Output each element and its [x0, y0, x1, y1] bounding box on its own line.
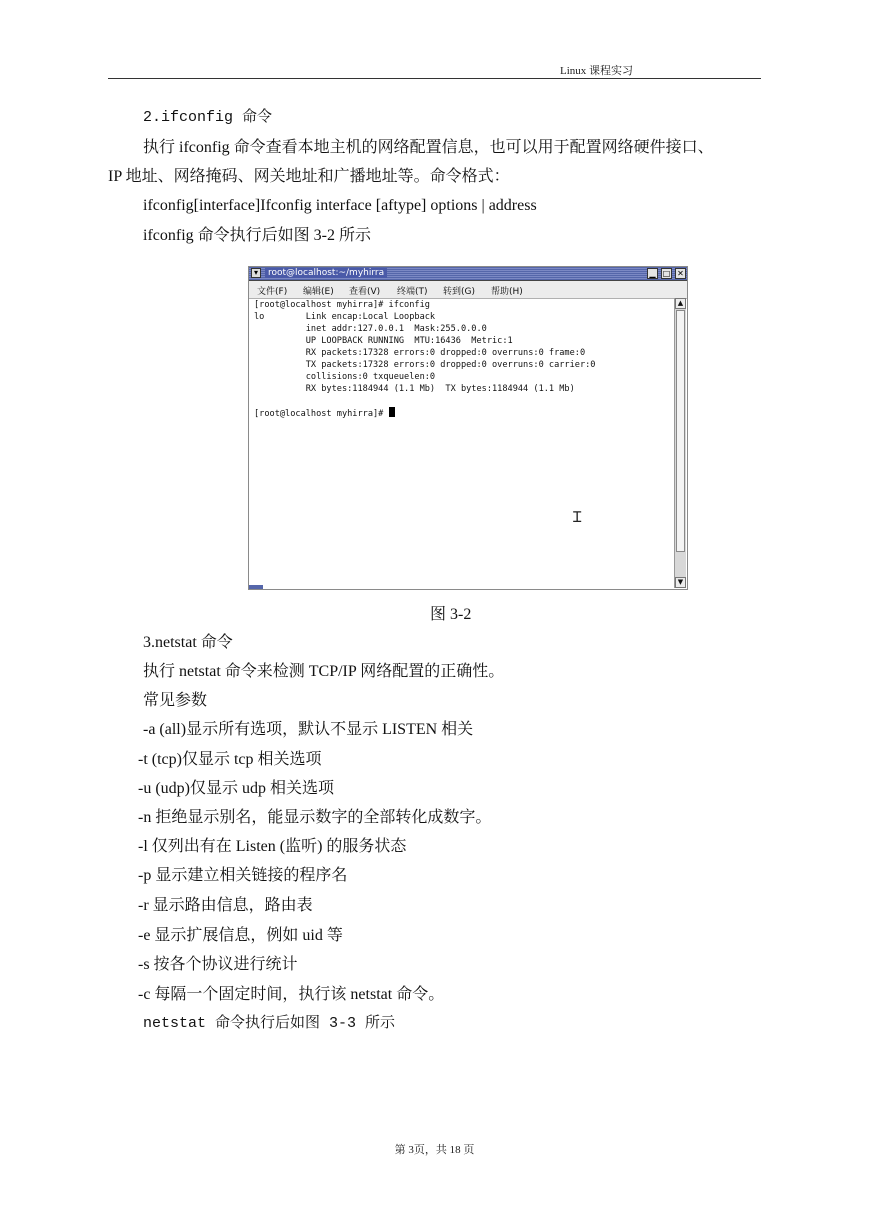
- params-title: 常见参数: [143, 692, 208, 709]
- param-item: -l 仅列出有在 Listen (监听) 的服务状态: [138, 838, 407, 855]
- page-footer: 第 3页，共 18 页: [394, 1144, 475, 1156]
- ifconfig-syntax: ifconfig[interface]Ifconfig interface [aftype] options | address: [143, 197, 537, 214]
- terminal-line: [root@localhost myhirra]# ifconfig: [254, 300, 430, 310]
- close-icon[interactable]: ✕: [675, 268, 686, 279]
- figure-caption: 图 3-2: [430, 606, 472, 623]
- terminal-window: [248, 266, 688, 590]
- ifconfig-desc-line1: 执行 ifconfig 命令查看本地主机的网络配置信息，也可以用于配置网络硬件接口、: [143, 139, 714, 156]
- param-item: -t (tcp)仅显示 tcp 相关选项: [138, 751, 322, 768]
- param-item: -n 拒绝显示别名，能显示数字的全部转化成数字。: [138, 809, 492, 826]
- text-cursor: [389, 407, 395, 417]
- terminal-title: root@localhost:~/myhirra: [265, 268, 387, 278]
- param-item: -a (all)显示所有选项，默认不显示 LISTEN 相关: [143, 721, 474, 738]
- ibeam-cursor-icon: Ɪ: [573, 508, 582, 526]
- terminal-menubar: [249, 281, 687, 299]
- terminal-line: TX packets:17328 errors:0 dropped:0 overruns:0 carrier:0: [254, 360, 596, 370]
- netstat-figure-ref: netstat 命令执行后如图 3-3 所示: [143, 1015, 396, 1032]
- terminal-line: [254, 395, 595, 407]
- param-item: -u (udp)仅显示 udp 相关选项: [138, 780, 334, 797]
- window-menu-icon[interactable]: ▾: [251, 268, 261, 278]
- netstat-desc: 执行 netstat 命令来检测 TCP/IP 网络配置的正确性。: [143, 663, 505, 680]
- param-item: -c 每隔一个固定时间，执行该 netstat 命令。: [138, 986, 445, 1003]
- scroll-down-icon[interactable]: ▼: [675, 577, 686, 588]
- scrollbar-thumb[interactable]: [676, 310, 685, 552]
- menu-file[interactable]: 文件(F): [257, 287, 288, 297]
- terminal-prompt-line: [254, 407, 595, 420]
- ifconfig-figure-ref: ifconfig 命令执行后如图 3-2 所示: [143, 227, 371, 244]
- menu-view[interactable]: 查看(V): [349, 287, 381, 297]
- ifconfig-heading: 2.ifconfig 命令: [143, 109, 273, 126]
- terminal-line: inet addr:127.0.0.1 Mask:255.0.0.0: [254, 324, 487, 334]
- terminal-line: lo Link encap:Local Loopback: [254, 312, 436, 322]
- terminal-titlebar[interactable]: [249, 267, 687, 281]
- window-corner: [249, 585, 263, 589]
- menu-help[interactable]: 帮助(H): [491, 287, 523, 297]
- param-item: -r 显示路由信息，路由表: [138, 897, 313, 914]
- terminal-output[interactable]: [254, 299, 595, 420]
- terminal-line: RX bytes:1184944 (1.1 Mb) TX bytes:1184944 (1.1 Mb): [254, 384, 575, 394]
- scroll-up-icon[interactable]: ▲: [675, 298, 686, 309]
- terminal-line: collisions:0 txqueuelen:0: [254, 372, 436, 382]
- param-item: -s 按各个协议进行统计: [138, 956, 298, 973]
- terminal-prompt: [root@localhost myhirra]#: [254, 409, 389, 419]
- terminal-scrollbar[interactable]: [674, 298, 686, 588]
- netstat-heading: 3.netstat 命令: [143, 634, 233, 651]
- menu-goto[interactable]: 转到(G): [443, 287, 475, 297]
- maximize-icon[interactable]: □: [662, 269, 671, 278]
- ifconfig-desc-line2: IP 地址、网络掩码、网关地址和广播地址等。命令格式：: [108, 168, 510, 185]
- header-divider: [108, 78, 761, 79]
- param-item: -p 显示建立相关链接的程序名: [138, 867, 348, 884]
- terminal-line: RX packets:17328 errors:0 dropped:0 overruns:0 frame:0: [254, 348, 586, 358]
- page-header: Linux 课程实习: [559, 65, 633, 77]
- terminal-line: UP LOOPBACK RUNNING MTU:16436 Metric:1: [254, 336, 513, 346]
- minimize-icon[interactable]: ▁: [647, 268, 658, 279]
- menu-terminal[interactable]: 终端(T): [397, 287, 428, 297]
- menu-edit[interactable]: 编辑(E): [303, 287, 334, 297]
- param-item: -e 显示扩展信息，例如 uid 等: [138, 927, 343, 944]
